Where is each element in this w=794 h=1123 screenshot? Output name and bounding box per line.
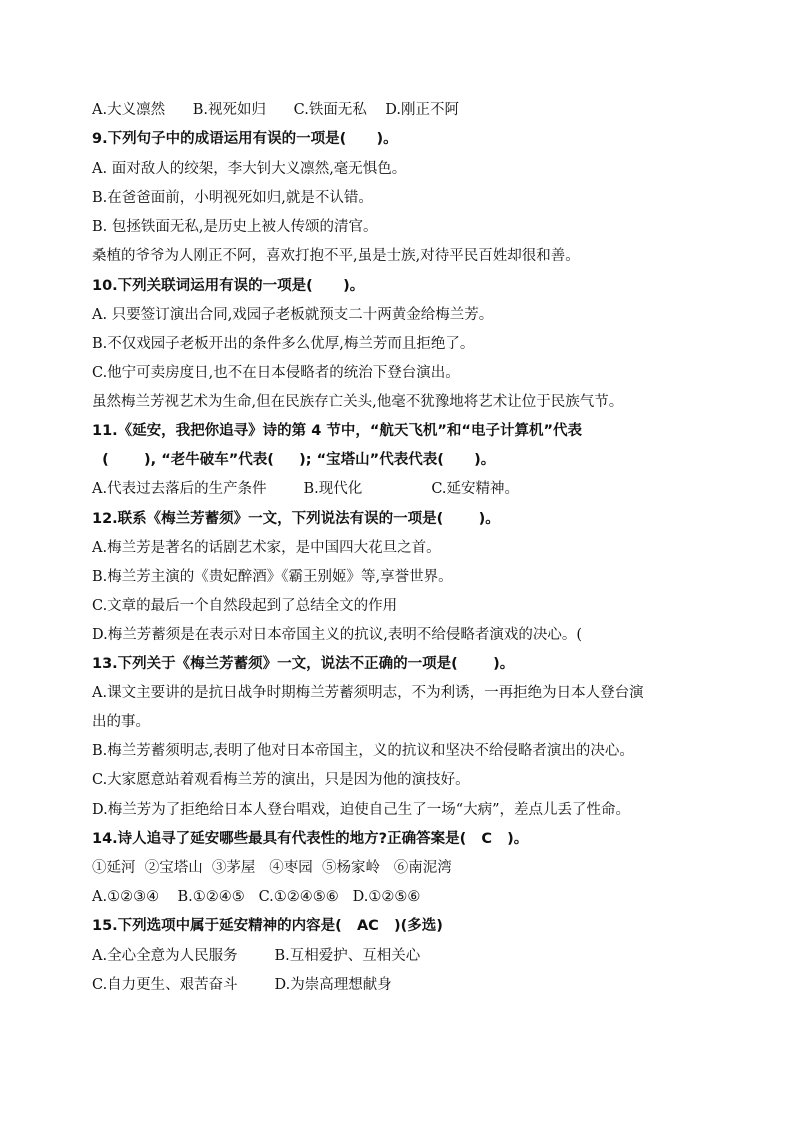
question-heading: 11.《延安，我把你追寻》诗的第 4 节中，“航天飞机”和“电子计算机”代表 — [92, 423, 582, 439]
answer-option-line: A.全心全意为人民服务 B.互相爱护、互相关心 — [92, 948, 421, 964]
question-heading: 9.下列句子中的成语运用有误的一项是( )。 — [92, 131, 398, 147]
answer-option-line: 出的事。 — [92, 714, 150, 730]
answer-option-line: D.梅兰芳蓄须是在表示对日本帝国主义的抗议,表明不给侵略者演戏的决心。( — [92, 627, 582, 643]
answer-option-line: B.梅兰芳蓄须明志,表明了他对日本帝国主，义的抗议和坚决不给侵略者演出的决心。 — [92, 743, 634, 759]
answer-option-line: B.在爸爸面前，小明视死如归,就是不认错。 — [92, 190, 373, 206]
question-heading: 14.诗人追寻了延安哪些最具有代表性的地方?正确答案是( C )。 — [92, 831, 529, 847]
answer-option-line: B. 包拯铁面无私,是历史上被人传颂的清官。 — [92, 219, 378, 235]
answer-option-line: A.梅兰芳是著名的话剧艺术家，是中国四大花旦之首。 — [92, 540, 441, 556]
question-heading: 15.下列选项中属于延安精神的内容是( AC )(多选) — [92, 918, 443, 934]
answer-option-line: B.梅兰芳主演的《贵妃醉酒》《霸王别姬》等,享誉世界。 — [92, 569, 453, 585]
question-heading: 13.下列关于《梅兰芳蓄须》一文，说法不正确的一项是( )。 — [92, 656, 515, 672]
question-heading: 10.下列关联词运用有误的一项是( )。 — [92, 278, 365, 294]
answer-option-line: B.不仅戏园子老板开出的条件多么优厚,梅兰芳而且拒绝了。 — [92, 336, 475, 352]
answer-option-line: C.文章的最后一个自然段起到了总结全文的作用 — [92, 598, 398, 614]
answer-option-line: ①延河 ②宝塔山 ③茅屋 ④枣园 ⑤杨家岭 ⑥南泥湾 — [92, 860, 452, 876]
answer-option-line: C.自力更生、艰苦奋斗 D.为崇高理想献身 — [92, 977, 392, 993]
answer-option-line: C.他宁可卖房度日,也不在日本侵略者的统治下登台演出。 — [92, 365, 460, 381]
answer-option-line: A.大义凛然 B.视死如归 C.铁面无私 D.刚正不阿 — [92, 102, 459, 118]
answer-option-line: 虽然梅兰芳视艺术为生命,但在民族存亡关头,他毫不犹豫地将艺术让位于民族气节。 — [92, 394, 624, 410]
answer-option-line: A.课文主要讲的是抗日战争时期梅兰芳蓄须明志，不为利诱，一再拒绝为日本人登台演 — [92, 685, 644, 701]
question-heading: ( ), “老牛破车”代表( ); “宝塔山”代表代表( )。 — [92, 452, 496, 468]
answer-option-line: A. 面对敌人的绞架，李大钊大义凛然,毫无惧色。 — [92, 161, 407, 177]
answer-option-line: C.大家愿意站着观看梅兰芳的演出，只是因为他的演技好。 — [92, 772, 470, 788]
answer-option-line: D.梅兰芳为了拒绝给日本人登台唱戏，迫使自己生了一场“大病”，差点儿丢了性命。 — [92, 802, 631, 818]
answer-option-line: A. 只要签订演出合同,戏园子老板就预支二十两黄金给梅兰芳。 — [92, 307, 494, 323]
answer-option-line: A.①②③④ B.①②④⑤ C.①②④⑤⑥ D.①②⑤⑥ — [92, 889, 421, 905]
answer-option-line: 桑植的爷爷为人刚正不阿，喜欢打抱不平,虽是士族,对待平民百姓却很和善。 — [92, 248, 580, 264]
answer-option-line: A.代表过去落后的生产条件 B.现代化 C.延安精神。 — [92, 481, 520, 497]
question-heading: 12.联系《梅兰芳蓄须》一文，下列说法有误的一项是( )。 — [92, 511, 500, 527]
